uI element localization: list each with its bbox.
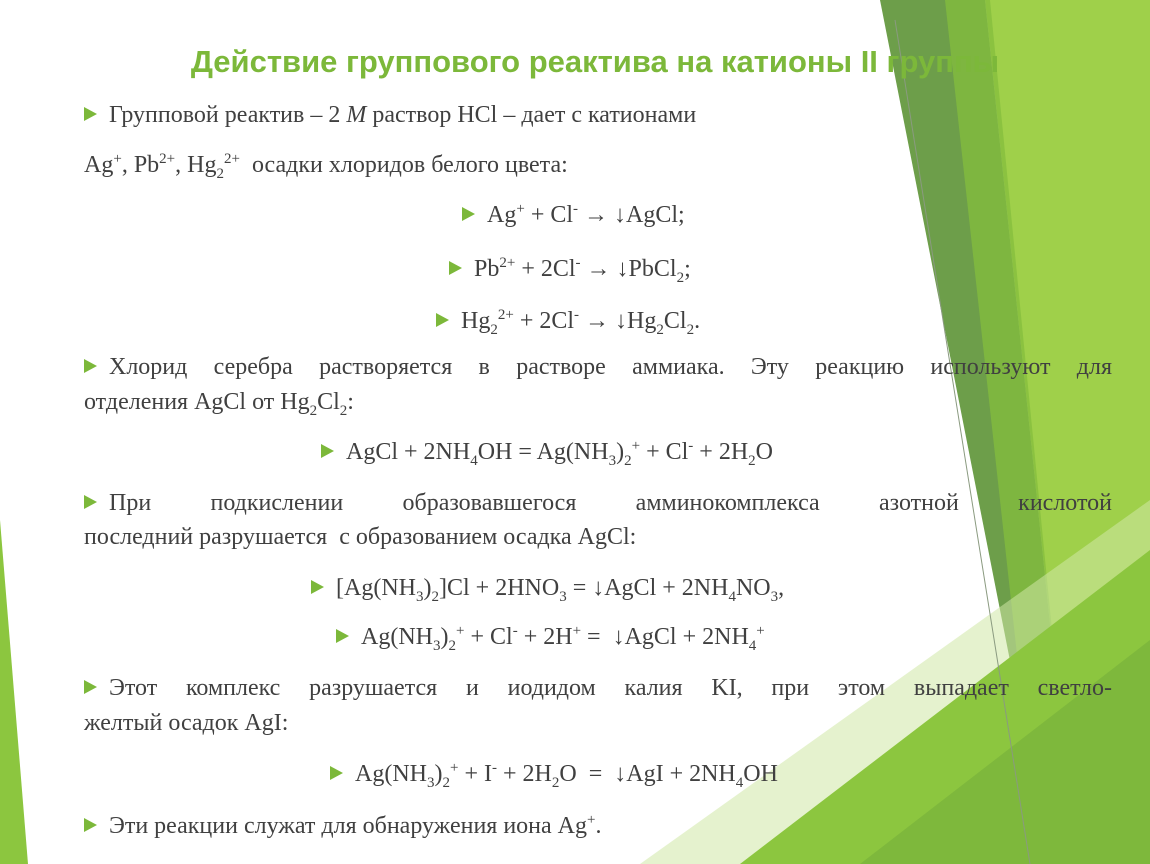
text: раствор HCl – дает с катионами (366, 102, 697, 128)
superscript: + (631, 438, 641, 454)
text: Ag(NH (361, 624, 433, 650)
subscript: 3 (608, 452, 617, 469)
text-italic: М (346, 102, 367, 128)
subscript: 2 (339, 402, 348, 419)
subscript: 4 (735, 774, 744, 791)
text: отделения AgCl от Hg (84, 389, 310, 415)
text: + 2H (517, 624, 573, 650)
subscript: 4 (748, 637, 757, 654)
text: + 2H (693, 439, 749, 465)
subscript: 2 (490, 321, 498, 338)
text: ) (434, 761, 443, 787)
text: Ag (487, 202, 517, 228)
text: , Pb (121, 152, 160, 178)
superscript: - (574, 307, 580, 323)
superscript: - (575, 255, 581, 271)
text: Ag (84, 152, 114, 178)
paragraph-3-line-1 (84, 487, 1112, 519)
superscript: + (450, 760, 459, 776)
text: ) (440, 624, 449, 650)
superscript: - (492, 760, 497, 776)
bullet-icon (84, 107, 97, 121)
text: + Cl (464, 624, 513, 650)
subscript: 2 (216, 165, 224, 182)
text: При подкислении образовавшегося амминокомплекса азотной кислотой (109, 490, 1112, 516)
slide-title: Действие группового реактива на катионы II группы (190, 44, 1000, 79)
paragraph-4-line-2 (84, 707, 288, 739)
text: . (694, 308, 701, 334)
text: OH (743, 761, 778, 787)
text: + 2H (497, 761, 552, 787)
text: Cl (317, 389, 340, 415)
subscript: 4 (470, 452, 478, 469)
subscript: 2 (431, 588, 439, 605)
paragraph-2-line-1 (84, 351, 1112, 383)
text: : (347, 389, 354, 415)
subscript: 2 (676, 269, 685, 286)
superscript: 2+ (159, 151, 176, 167)
text: → ↓PbCl (580, 256, 677, 282)
bullet-icon (462, 207, 475, 221)
text: Этот комплекс разрушается и иодидом калия KI, при этом выпадает светло- (109, 675, 1112, 701)
text: AgCl + 2NH (346, 439, 471, 465)
subscript: 3 (427, 774, 435, 791)
text: Pb (474, 256, 500, 282)
subscript: 2 (748, 452, 756, 469)
text: + 2Cl (513, 308, 575, 334)
subscript: 3 (415, 588, 424, 605)
subscript: 4 (728, 588, 736, 605)
superscript: - (688, 438, 694, 454)
paragraph-5 (84, 810, 601, 842)
superscript: + (572, 623, 582, 639)
subscript: 3 (433, 637, 441, 654)
subscript: 2 (624, 452, 632, 469)
subscript: 2 (656, 321, 664, 338)
superscript: 2+ (499, 255, 516, 271)
superscript: - (573, 201, 579, 217)
intro-line-1 (84, 99, 696, 131)
text: O = ↓AgI + 2NH (559, 761, 736, 787)
bullet-icon (449, 261, 462, 275)
paragraph-2-line-2 (84, 386, 354, 418)
text: + 2Cl (515, 256, 576, 282)
text: Хлорид серебра растворяется в растворе аммиака. Эту реакцию используют для (109, 354, 1112, 380)
bullet-icon (321, 444, 334, 458)
text: + Cl (524, 202, 574, 228)
subscript: 2 (442, 774, 450, 791)
text: ; (684, 256, 691, 282)
text: = ↓AgCl + 2NH (581, 624, 749, 650)
text: . (595, 813, 602, 839)
subscript: 2 (309, 402, 318, 419)
subscript: 3 (559, 588, 567, 605)
superscript: 2+ (223, 151, 240, 167)
text: → ↓AgCl; (578, 202, 685, 228)
superscript: + (756, 623, 765, 639)
bullet-icon (84, 680, 97, 694)
equation-2 (449, 253, 691, 285)
bullet-icon (84, 359, 97, 373)
superscript: + (113, 151, 122, 167)
text: OH = Ag(NH (477, 439, 609, 465)
text: ]Cl + 2HNO (438, 575, 560, 601)
text: + I (458, 761, 492, 787)
text: = ↓AgCl + 2NH (566, 575, 729, 601)
text: Групповой реактив – 2 (109, 102, 347, 128)
text: осадки хлоридов белого цвета: (239, 152, 568, 178)
text: ) (423, 575, 432, 601)
text: желтый осадок AgI: (84, 710, 289, 736)
equation-7 (330, 758, 778, 790)
bullet-icon (84, 818, 97, 832)
paragraph-3-line-2 (84, 521, 636, 553)
superscript: + (516, 201, 525, 217)
text: Cl (663, 308, 687, 334)
equation-5 (311, 572, 784, 604)
superscript: - (512, 623, 518, 639)
text: Ag(NH (355, 761, 427, 787)
text: NO (735, 575, 771, 601)
text: Hg (461, 308, 491, 334)
text: [Ag(NH (336, 575, 416, 601)
bullet-icon (436, 313, 449, 327)
subscript: 3 (770, 588, 779, 605)
text: + Cl (640, 439, 689, 465)
bullet-icon (311, 580, 324, 594)
equation-1 (462, 199, 685, 231)
text: , (778, 575, 785, 601)
subscript: 2 (686, 321, 695, 338)
bullet-icon (330, 766, 343, 780)
paragraph-4-line-1 (84, 672, 1112, 704)
equation-4 (321, 436, 773, 468)
superscript: 2+ (497, 307, 514, 323)
equation-3 (436, 305, 700, 337)
bullet-icon (336, 629, 349, 643)
text: → ↓Hg (579, 308, 657, 334)
text: последний разрушается с образованием осадка AgCl: (84, 524, 637, 550)
text: Эти реакции служат для обнаружения иона Ag (109, 813, 587, 839)
superscript: + (587, 812, 596, 828)
superscript: + (456, 623, 465, 639)
equation-6 (336, 621, 765, 653)
bullet-icon (84, 495, 97, 509)
text: ) (616, 439, 625, 465)
text: O (755, 439, 773, 465)
subscript: 2 (551, 774, 560, 791)
intro-line-2 (84, 149, 568, 181)
subscript: 2 (448, 637, 456, 654)
text: , Hg (175, 152, 217, 178)
